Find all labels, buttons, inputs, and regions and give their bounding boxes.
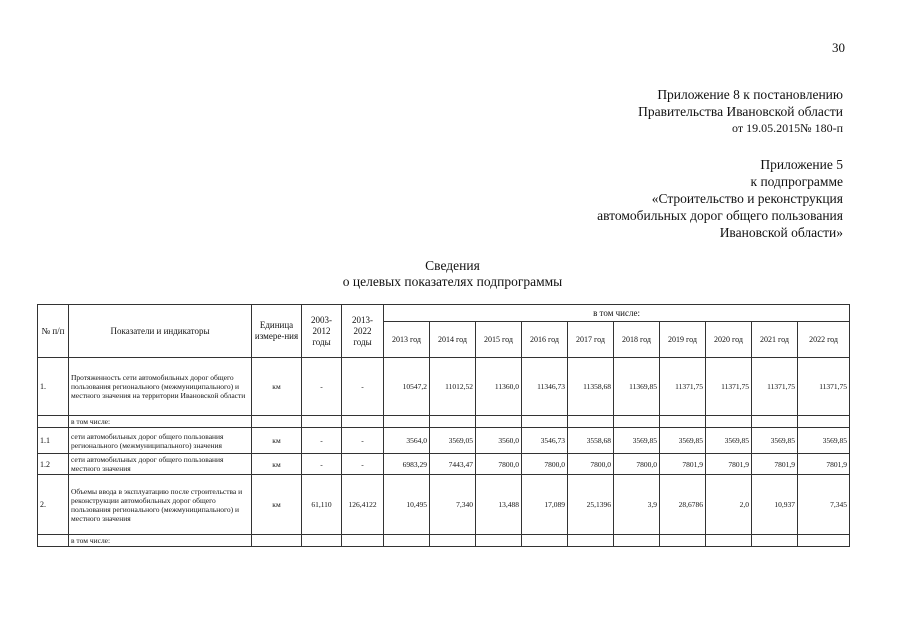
row-year-value: 11346,73 bbox=[522, 358, 568, 416]
empty-cell bbox=[342, 416, 384, 428]
header-year: 2013 год bbox=[384, 322, 430, 358]
row-unit: км bbox=[252, 428, 302, 454]
empty-cell bbox=[252, 535, 302, 547]
row-indicator-name: Протяженность сети автомобильных дорог общего пользования регионального (межмуниципального) и местного значения на территории Ивановской области bbox=[69, 358, 252, 416]
empty-cell bbox=[614, 416, 660, 428]
row-year-value: 7801,9 bbox=[752, 454, 798, 475]
row-year-value: 25,1396 bbox=[568, 475, 614, 535]
table-row bbox=[38, 416, 850, 428]
row-year-value: 10,937 bbox=[752, 475, 798, 535]
row-year-value: 2,0 bbox=[706, 475, 752, 535]
header-period-2003-2012: 2003-2012 годы bbox=[302, 305, 342, 358]
header-year: 2022 год bbox=[798, 322, 850, 358]
empty-cell bbox=[752, 416, 798, 428]
row-number: 1. bbox=[38, 358, 69, 416]
row-indicator-name: в том числе: bbox=[69, 535, 252, 547]
appendix-5-line: к подпрограмме bbox=[750, 174, 843, 189]
empty-cell bbox=[252, 416, 302, 428]
empty-cell bbox=[522, 416, 568, 428]
row-year-value: 7,345 bbox=[798, 475, 850, 535]
header-including: в том числе: bbox=[384, 305, 850, 322]
empty-cell bbox=[568, 535, 614, 547]
row-year-value: 7800,0 bbox=[476, 454, 522, 475]
row-number bbox=[38, 535, 69, 547]
appendix-8-line: Приложение 8 к постановлению bbox=[657, 87, 843, 102]
row-period-2003-2012: - bbox=[302, 358, 342, 416]
empty-cell bbox=[430, 416, 476, 428]
row-number bbox=[38, 416, 69, 428]
row-number: 1.2 bbox=[38, 454, 69, 475]
row-year-value: 10547,2 bbox=[384, 358, 430, 416]
row-year-value: 11371,75 bbox=[752, 358, 798, 416]
row-period-2003-2012: 61,110 bbox=[302, 475, 342, 535]
row-year-value: 10,495 bbox=[384, 475, 430, 535]
row-year-value: 7801,9 bbox=[798, 454, 850, 475]
header-year: 2017 год bbox=[568, 322, 614, 358]
heading-subtitle: о целевых показателях подпрограммы bbox=[342, 274, 563, 289]
row-period-2013-2022: - bbox=[342, 358, 384, 416]
empty-cell bbox=[706, 535, 752, 547]
header-year: 2021 год bbox=[752, 322, 798, 358]
row-indicator-name: в том числе: bbox=[69, 416, 252, 428]
row-indicator-name: сети автомобильных дорог общего пользования регионального (межмуниципального) значения bbox=[69, 428, 252, 454]
table-row bbox=[38, 428, 850, 454]
row-year-value: 3569,05 bbox=[430, 428, 476, 454]
row-year-value: 7,340 bbox=[430, 475, 476, 535]
row-unit: км bbox=[252, 454, 302, 475]
header-num: № п/п bbox=[38, 305, 69, 358]
header-period-2013-2022: 2013-2022 годы bbox=[342, 305, 384, 358]
appendix-5-reference bbox=[597, 156, 843, 241]
appendix-8-reference bbox=[638, 86, 843, 137]
row-year-value: 11371,75 bbox=[798, 358, 850, 416]
header-year: 2018 год bbox=[614, 322, 660, 358]
row-year-value: 7801,9 bbox=[660, 454, 706, 475]
row-year-value: 3,9 bbox=[614, 475, 660, 535]
header-year: 2015 год bbox=[476, 322, 522, 358]
table-row bbox=[38, 535, 850, 547]
row-year-value: 11012,52 bbox=[430, 358, 476, 416]
empty-cell bbox=[798, 535, 850, 547]
empty-cell bbox=[384, 416, 430, 428]
header-name: Показатели и индикаторы bbox=[69, 305, 252, 358]
row-year-value: 28,6786 bbox=[660, 475, 706, 535]
page-number: 30 bbox=[832, 40, 845, 55]
table-row bbox=[38, 454, 850, 475]
empty-cell bbox=[568, 416, 614, 428]
row-year-value: 6983,29 bbox=[384, 454, 430, 475]
appendix-5-line: автомобильных дорог общего пользования bbox=[597, 208, 843, 223]
table-row bbox=[38, 358, 850, 416]
row-number: 2. bbox=[38, 475, 69, 535]
header-year: 2019 год bbox=[660, 322, 706, 358]
empty-cell bbox=[384, 535, 430, 547]
empty-cell bbox=[302, 416, 342, 428]
header-unit: Единица измере-ния bbox=[252, 305, 302, 358]
empty-cell bbox=[614, 535, 660, 547]
row-year-value: 3569,85 bbox=[798, 428, 850, 454]
header-year: 2014 год bbox=[430, 322, 476, 358]
row-period-2003-2012: - bbox=[302, 428, 342, 454]
row-year-value: 7800,0 bbox=[568, 454, 614, 475]
table-row bbox=[38, 475, 850, 535]
empty-cell bbox=[660, 416, 706, 428]
header-year: 2020 год bbox=[706, 322, 752, 358]
row-year-value: 3564,0 bbox=[384, 428, 430, 454]
row-year-value: 3569,85 bbox=[614, 428, 660, 454]
empty-cell bbox=[660, 535, 706, 547]
row-year-value: 7801,9 bbox=[706, 454, 752, 475]
row-unit: км bbox=[252, 475, 302, 535]
header-year: 2016 год bbox=[522, 322, 568, 358]
appendix-8-date: от 19.05.2015№ 180-п bbox=[732, 121, 843, 135]
row-period-2013-2022: - bbox=[342, 454, 384, 475]
row-indicator-name: Объемы ввода в эксплуатацию после строительства и реконструкции автомобильных дорог общего пользования регионального (межмуниципального) и местного значения bbox=[69, 475, 252, 535]
row-year-value: 7800,0 bbox=[614, 454, 660, 475]
row-year-value: 3569,85 bbox=[660, 428, 706, 454]
appendix-5-line: Приложение 5 bbox=[760, 157, 843, 172]
empty-cell bbox=[706, 416, 752, 428]
empty-cell bbox=[752, 535, 798, 547]
row-year-value: 13,488 bbox=[476, 475, 522, 535]
row-unit: км bbox=[252, 358, 302, 416]
row-year-value: 11369,85 bbox=[614, 358, 660, 416]
row-year-value: 11358,68 bbox=[568, 358, 614, 416]
row-year-value: 3569,85 bbox=[752, 428, 798, 454]
empty-cell bbox=[476, 535, 522, 547]
empty-cell bbox=[430, 535, 476, 547]
empty-cell bbox=[522, 535, 568, 547]
row-year-value: 17,089 bbox=[522, 475, 568, 535]
document-heading bbox=[0, 258, 905, 290]
empty-cell bbox=[798, 416, 850, 428]
empty-cell bbox=[342, 535, 384, 547]
row-period-2013-2022: - bbox=[342, 428, 384, 454]
indicators-table bbox=[37, 304, 850, 547]
appendix-5-line: «Строительство и реконструкция bbox=[651, 191, 843, 206]
row-year-value: 3558,68 bbox=[568, 428, 614, 454]
empty-cell bbox=[302, 535, 342, 547]
row-year-value: 11371,75 bbox=[706, 358, 752, 416]
appendix-8-line: Правительства Ивановской области bbox=[638, 104, 843, 119]
empty-cell bbox=[476, 416, 522, 428]
row-year-value: 7800,0 bbox=[522, 454, 568, 475]
heading-title: Сведения bbox=[425, 258, 480, 273]
row-period-2013-2022: 126,4122 bbox=[342, 475, 384, 535]
row-year-value: 11371,75 bbox=[660, 358, 706, 416]
appendix-5-line: Ивановской области» bbox=[719, 225, 843, 240]
row-year-value: 7443,47 bbox=[430, 454, 476, 475]
row-year-value: 11360,0 bbox=[476, 358, 522, 416]
row-year-value: 3569,85 bbox=[706, 428, 752, 454]
row-number: 1.1 bbox=[38, 428, 69, 454]
row-period-2003-2012: - bbox=[302, 454, 342, 475]
row-year-value: 3560,0 bbox=[476, 428, 522, 454]
row-year-value: 3546,73 bbox=[522, 428, 568, 454]
row-indicator-name: сети автомобильных дорог общего пользования местного значения bbox=[69, 454, 252, 475]
